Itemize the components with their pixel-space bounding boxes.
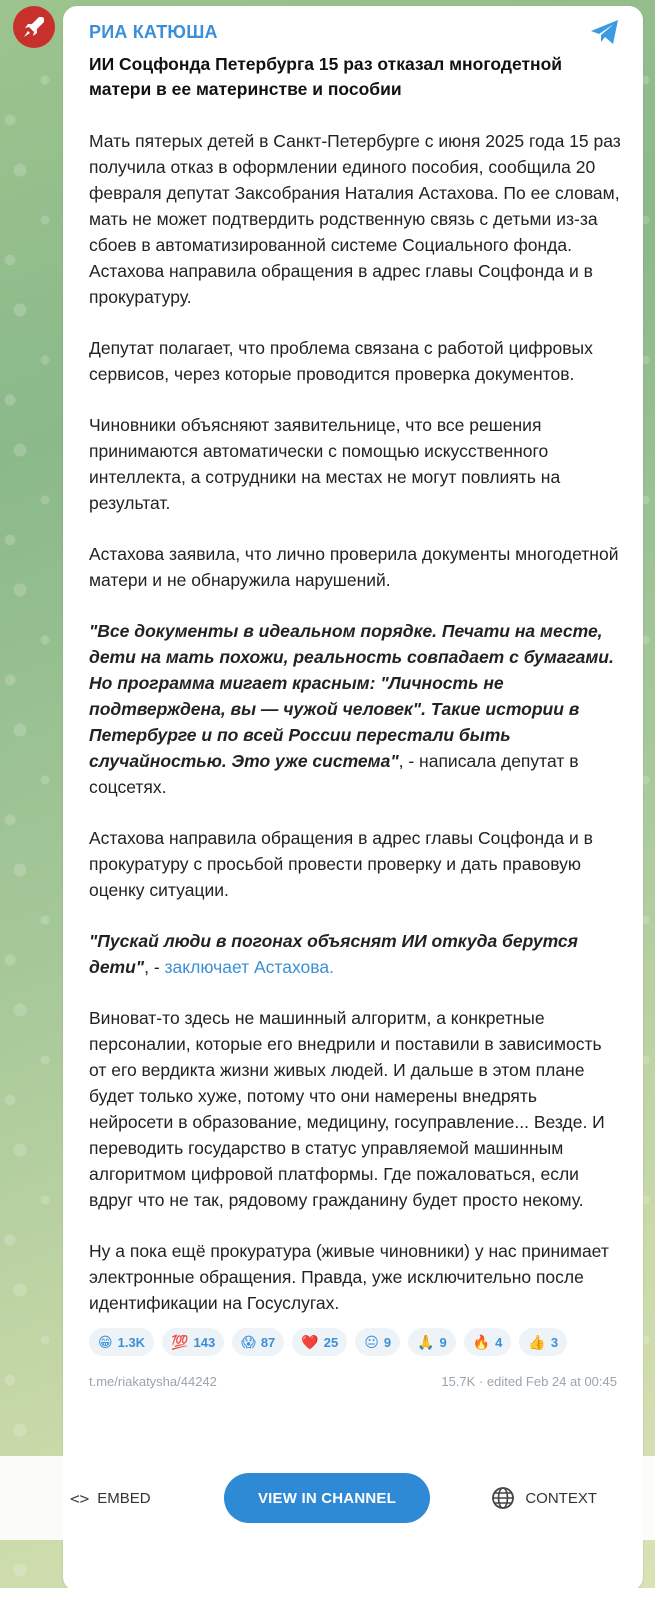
post-paragraph: Виноват-то здесь не машинный алгоритм, а конкретные персоналии, которые его внедрили и поставили в зависимость от его вердикта жизни живых людей. И дальше в этом плане будет только хуже, потому что они намерены внедрять нейросети в образование, медицину, госуправление... Везде. И переводить государство в статус управляемой машинным алгоритмом цифровой платформы. Где пожаловаться, если вдруг что не так, рядовому гражданину будет просто некому. xyxy=(89,1008,605,1210)
reaction-count: 87 xyxy=(260,1334,276,1350)
pray-emoji-icon: 🙏 xyxy=(417,1333,435,1350)
embed-label: EMBED xyxy=(97,1489,151,1507)
reaction-chip[interactable] xyxy=(355,1328,400,1356)
view-in-channel-button[interactable]: VIEW IN CHANNEL xyxy=(224,1473,430,1523)
quote-attribution: , - xyxy=(144,957,165,977)
embed-action-bar xyxy=(0,1456,655,1540)
reaction-chip[interactable] xyxy=(89,1328,154,1356)
reaction-count: 9 xyxy=(383,1334,392,1350)
reactions-row xyxy=(89,1328,621,1356)
reaction-count: 3 xyxy=(550,1334,559,1350)
channel-avatar[interactable] xyxy=(13,6,55,48)
channel-name[interactable]: РИА КАТЮША xyxy=(89,21,218,42)
post-paragraph: Астахова заявила, что лично проверила документы многодетной матери и не обнаружила нарушений. xyxy=(89,544,619,590)
scream-emoji-icon: 😱 xyxy=(241,1333,256,1350)
reaction-count: 25 xyxy=(323,1334,339,1350)
reaction-count: 143 xyxy=(193,1334,216,1350)
hundred-emoji-icon: 💯 xyxy=(171,1333,189,1350)
fire-emoji-icon: 🔥 xyxy=(472,1333,491,1350)
post-paragraph: Астахова направила обращения в адрес главы Соцфонда и в прокуратуру с просьбой провести проверку и дать правовую оценку ситуации. xyxy=(89,828,593,900)
post-link[interactable]: t.me/riakatysha/44242 xyxy=(89,1374,217,1389)
reaction-count: 4 xyxy=(495,1334,503,1350)
heart-emoji-icon: ❤️ xyxy=(301,1333,319,1350)
post-paragraph: Ну а пока ещё прокуратура (живые чиновники) у нас принимает электронные обращения. Правда, уже исключительно после идентификации на Госуслугах. xyxy=(89,1241,609,1313)
post-paragraph: Мать пятерых детей в Санкт-Петербурге с июня 2025 года 15 раз получила отказ в оформлении единого пособия, сообщила 20 февраля депутат Заксобрания Наталия Астахова. По ее словам, мать не может подтвердить родственную связь с детьми из-за сбоев в автоматизированной системе Социального фонда. Астахова направила обращения в адрес главы Соцфонда и в прокуратуру. xyxy=(89,131,621,307)
rocket-icon xyxy=(21,14,47,40)
laugh-emoji-icon: 😁 xyxy=(98,1333,113,1350)
post-paragraph-quote xyxy=(89,928,621,980)
post-paragraph-quote xyxy=(89,618,621,800)
reaction-chip[interactable] xyxy=(519,1328,567,1356)
reaction-chip[interactable] xyxy=(408,1328,456,1356)
reaction-chip[interactable] xyxy=(232,1328,284,1356)
context-button[interactable] xyxy=(491,1486,597,1510)
context-label: CONTEXT xyxy=(525,1489,597,1507)
reaction-chip[interactable] xyxy=(464,1328,512,1356)
embed-button[interactable] xyxy=(70,1489,151,1508)
code-icon: <> xyxy=(70,1488,90,1508)
reaction-chip[interactable] xyxy=(292,1328,347,1356)
quote-attribution: , - написала депутат в соцсетях. xyxy=(89,751,579,797)
thumbs-up-emoji-icon: 👍 xyxy=(528,1333,546,1350)
reaction-count: 1.3K xyxy=(117,1334,146,1350)
message-card xyxy=(63,6,643,1591)
post-paragraph: Депутат полагает, что проблема связана с работой цифровых сервисов, через которые проводится проверка документов. xyxy=(89,338,593,384)
globe-icon xyxy=(491,1486,515,1510)
quote-text: "Все документы в идеальном порядке. Печати на месте, дети на мать похожи, реальность совпадает с бумагами. Но программа мигает красным: "Личность не подтверждена, вы — чужой человек". Такие истории в Петербурге и по всей России перестали быть случайностью. Это уже система" xyxy=(89,621,614,771)
telegram-icon[interactable] xyxy=(589,18,621,46)
post-info: 15.7K · edited Feb 24 at 00:45 xyxy=(441,1374,617,1389)
source-link[interactable]: заключает Астахова. xyxy=(164,957,334,977)
post-paragraph: Чиновники объясняют заявительнице, что все решения принимаются автоматически с помощью искусственного интеллекта, а сотрудники на местах не могут повлиять на результат. xyxy=(89,415,561,513)
post-meta xyxy=(89,1374,621,1389)
post-title: ИИ Соцфонда Петербурга 15 раз отказал многодетной матери в ее материнстве и пособии xyxy=(89,54,563,99)
bottom-strip xyxy=(0,1588,655,1597)
reaction-chip[interactable] xyxy=(162,1328,224,1356)
neutral-emoji-icon: 😐 xyxy=(364,1333,379,1350)
quote-text: "Пускай люди в погонах объяснят ИИ откуда берутся дети" xyxy=(89,931,578,977)
reaction-count: 9 xyxy=(439,1334,447,1350)
